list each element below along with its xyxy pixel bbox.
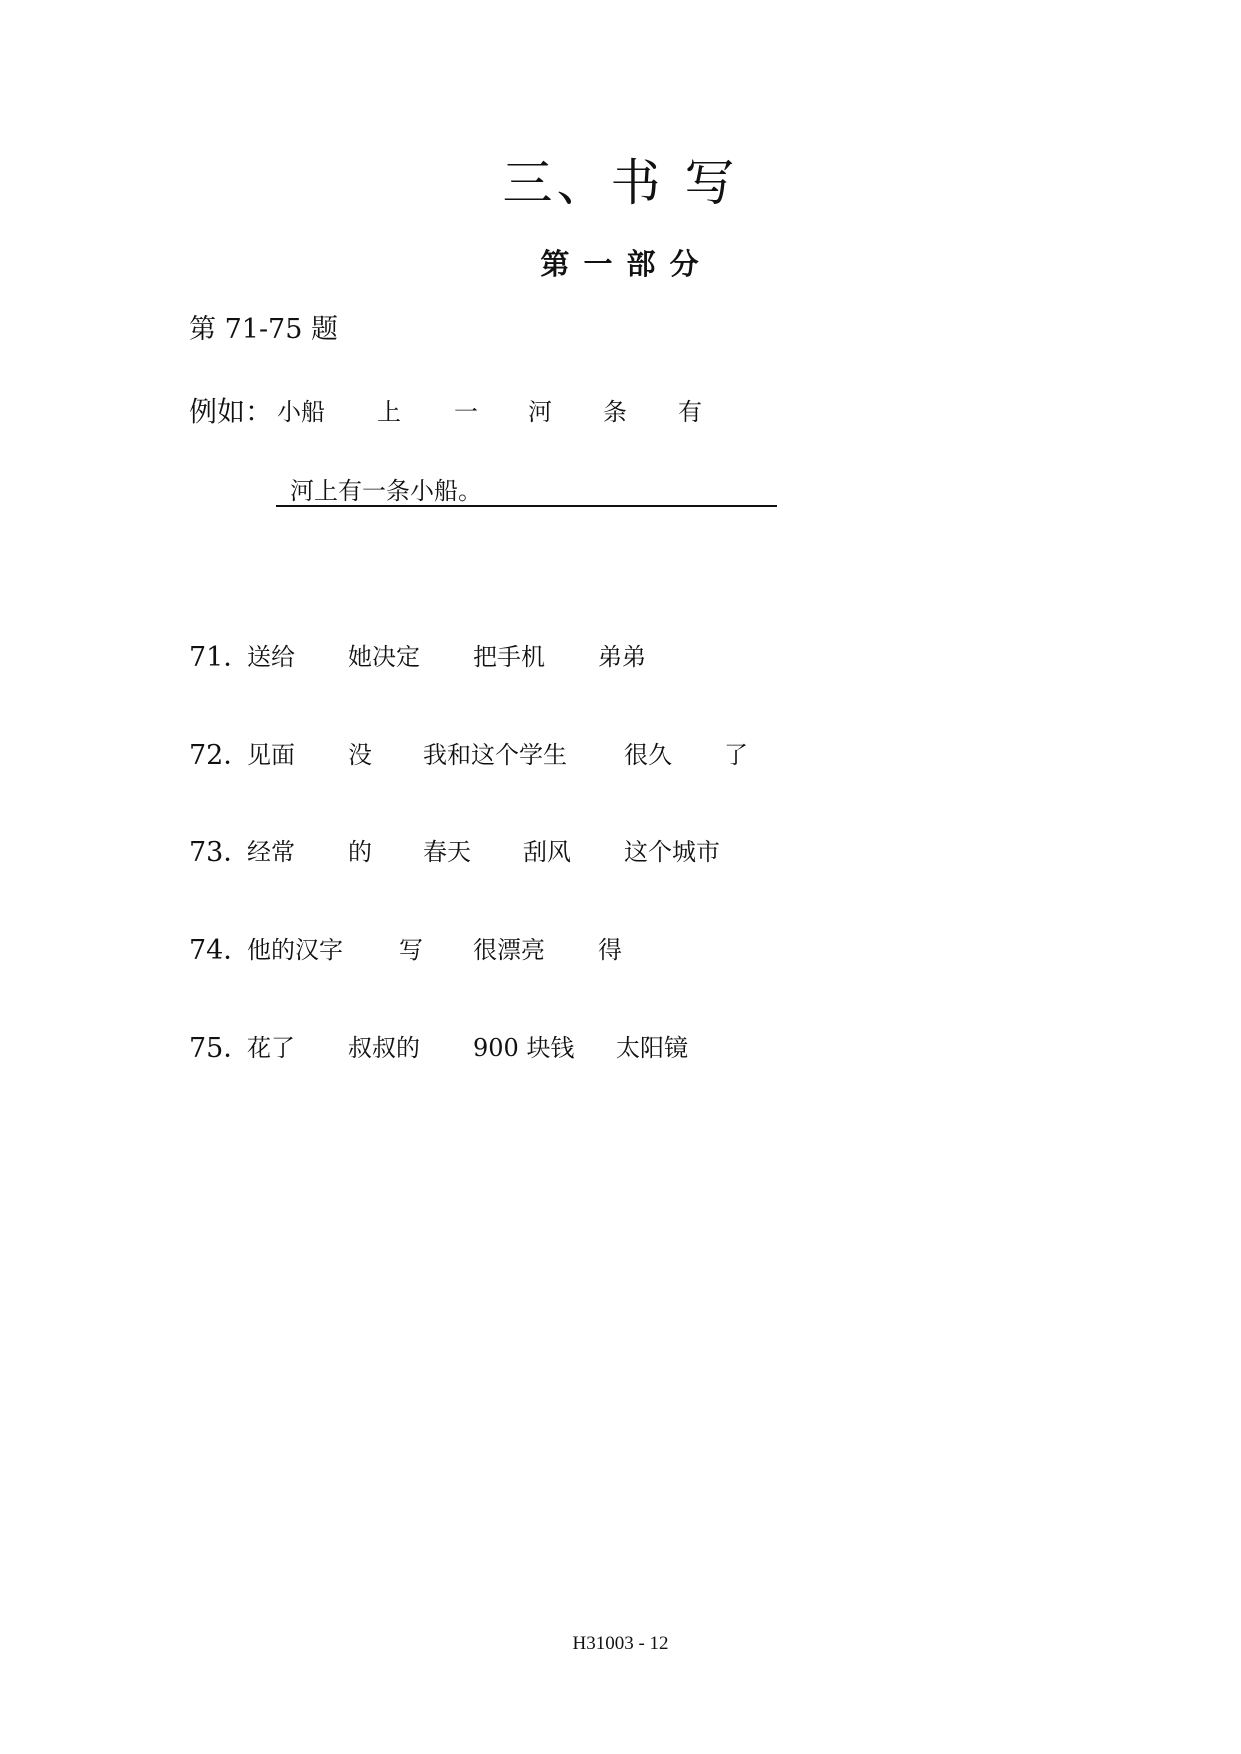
question-range: 第 71-75 题 [189, 314, 339, 345]
question-word: 的 [348, 838, 372, 866]
question-number: 71． [189, 642, 251, 673]
question-word: 没 [348, 741, 372, 769]
example-word: 小船 [277, 398, 325, 426]
question-word: 了 [724, 741, 748, 769]
example-answer: 河上有一条小船。 [290, 477, 482, 505]
question-word: 见面 [247, 741, 295, 769]
question-word: 把手机 [473, 643, 545, 671]
question-word: 她决定 [348, 643, 420, 671]
section-title: 三、书 写 [502, 154, 739, 212]
question-word: 春天 [423, 838, 471, 866]
example-word: 有 [678, 398, 702, 426]
example-word: 河 [528, 398, 552, 426]
example-label: 例如： [189, 395, 274, 428]
question-word: 刮风 [523, 838, 571, 866]
page-footer: H31003 - 12 [572, 1633, 669, 1654]
question-word: 很漂亮 [473, 936, 545, 964]
example-word: 条 [603, 398, 627, 426]
question-number: 75． [189, 1033, 251, 1064]
question-word: 写 [399, 936, 423, 964]
question-number: 74． [189, 935, 251, 966]
question-word: 叔叔的 [348, 1034, 420, 1062]
question-number: 73． [189, 837, 251, 868]
question-word: 太阳镜 [616, 1034, 688, 1062]
question-word: 送给 [247, 643, 295, 671]
question-word: 我和这个学生 [423, 741, 567, 769]
example-word: 上 [377, 398, 401, 426]
question-word: 经常 [247, 838, 295, 866]
question-word: 得 [598, 936, 622, 964]
example-word: 一 [454, 398, 478, 426]
question-word: 很久 [624, 741, 672, 769]
question-number: 72． [189, 740, 251, 771]
question-word: 他的汉字 [247, 936, 343, 964]
answer-underline [276, 505, 777, 507]
part-title: 第 一 部 分 [540, 247, 701, 281]
question-word: 900 块钱 [473, 1034, 575, 1062]
question-word: 弟弟 [598, 643, 646, 671]
question-word: 这个城市 [624, 838, 720, 866]
question-word: 花了 [247, 1034, 295, 1062]
